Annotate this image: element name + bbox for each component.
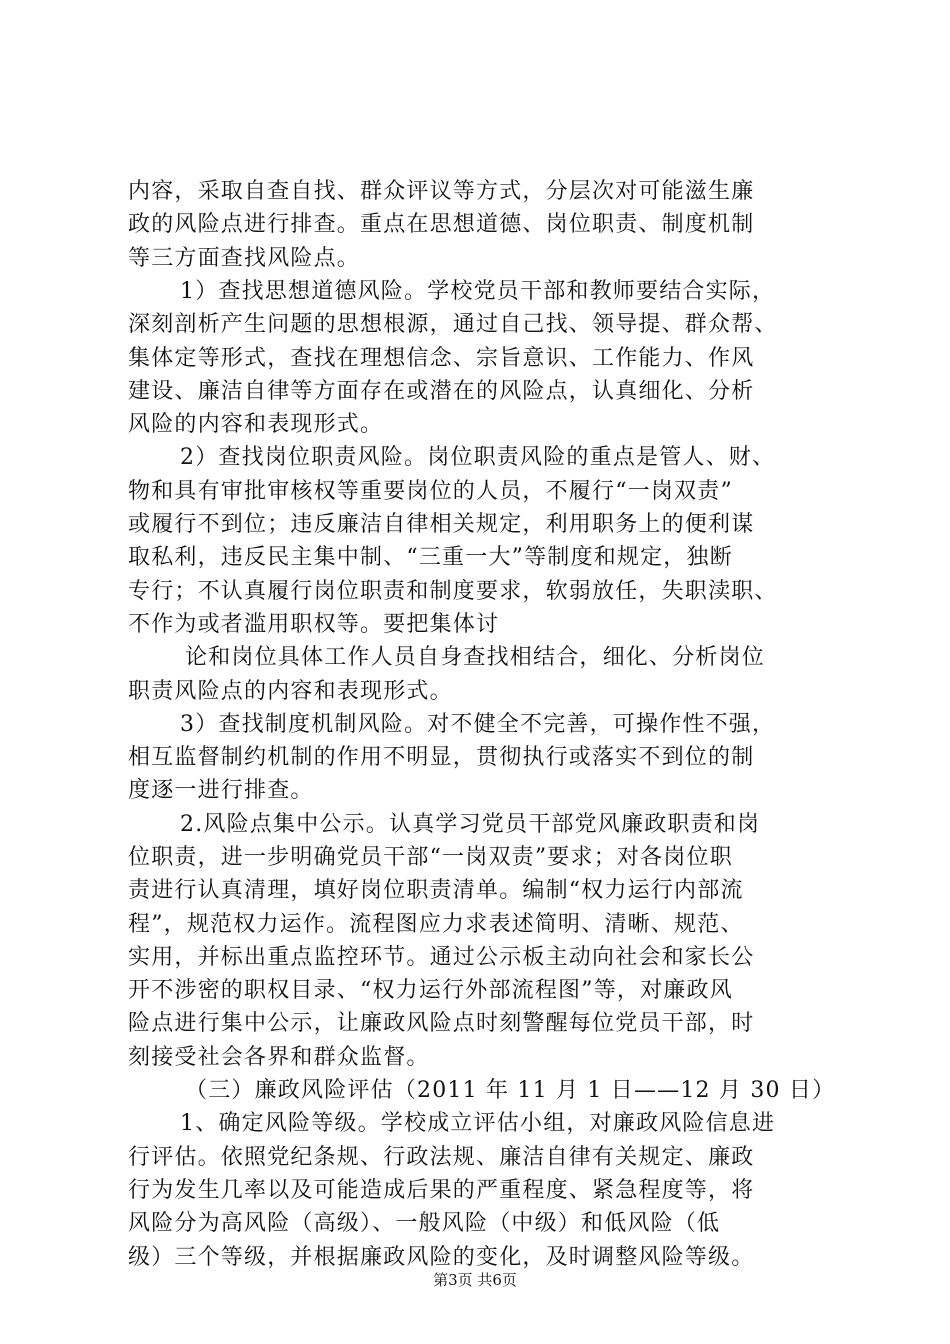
paragraph-line: 实用，并标出重点监控环节。通过公示板主动向社会和家长公 [128,945,755,970]
paragraph-line: 行为发生几率以及可能造成后果的严重程度、紧急程度等，将 [128,1178,755,1203]
paragraph-line: 取私利，违反民主集中制、“三重一大”等制度和规定，独断 [128,545,733,570]
paragraph-line: 2）查找岗位职责风险。岗位职责风险的重点是管人、财、 [180,445,776,470]
paragraph-line: 3）查找制度机制风险。对不健全不完善，可操作性不强， [180,712,776,737]
paragraph-line: 专行；不认真履行岗位职责和制度要求，软弱放任，失职渎职、 [128,579,778,604]
paragraph-line: （三）廉政风险评估（2011 年 11 月 1 日——12 月 30 日） [185,1078,836,1103]
paragraph-line: 2.风险点集中公示。认真学习党员干部党风廉政职责和岗 [180,812,761,837]
paragraph-line: 行评估。依照党纪条规、行政法规、廉洁自律有关规定、廉政 [128,1145,755,1170]
paragraph-line: 险点进行集中公示，让廉政风险点时刻警醒每位党员干部，时 [128,1011,755,1036]
paragraph-line: 责进行认真清理，填好岗位职责清单。编制“权力运行内部流 [128,878,744,903]
paragraph-line: 程”，规范权力运作。流程图应力求表述简明、清晰、规范、 [128,912,744,937]
paragraph-line: 等三方面查找风险点。 [128,246,361,271]
paragraph-line: 开不涉密的职权目录、“权力运行外部流程图”等，对廉政风 [128,978,733,1003]
paragraph-line: 位职责，进一步明确党员干部“一岗双责”要求；对各岗位职 [128,845,733,870]
paragraph-line: 刻接受社会各界和群众监督。 [128,1045,430,1070]
paragraph-line: 1）查找思想道德风险。学校党员干部和教师要结合实际， [180,279,776,304]
paragraph-line: 1、确定风险等级。学校成立评估小组，对廉政风险信息进 [180,1111,776,1136]
paragraph-line: 风险的内容和表现形式。 [128,412,384,437]
paragraph-line: 风险分为高风险（高级）、一般风险（中级）和低风险（低 [128,1211,721,1236]
paragraph-line: 深刻剖析产生问题的思想根源，通过自己找、领导提、群众帮、 [128,312,778,337]
paragraph-line: 物和具有审批审核权等重要岗位的人员，不履行“一岗双责” [128,479,733,504]
paragraph-line: 不作为或者滥用职权等。要把集体讨 [128,612,500,637]
paragraph-line: 论和岗位具体工作人员自身查找相结合，细化、分析岗位 [185,645,766,670]
paragraph-line: 度逐一进行排查。 [128,778,314,803]
paragraph-line: 政的风险点进行排查。重点在思想道德、岗位职责、制度机制 [128,212,755,237]
paragraph-line: 职责风险点的内容和表现形式。 [128,679,453,704]
paragraph-line: 级）三个等级，并根据廉政风险的变化，及时调整风险等级。 [128,1245,755,1270]
paragraph-line: 集体定等形式，查找在理想信念、宗旨意识、工作能力、作风 [128,346,755,371]
paragraph-line: 内容，采取自查自找、群众评议等方式，分层次对可能滋生廉 [128,179,755,204]
page-number-footer: 第3页 共6页 [433,1271,517,1289]
paragraph-line: 相互监督制约机制的作用不明显，贯彻执行或落实不到位的制 [128,745,755,770]
paragraph-line: 或履行不到位；违反廉洁自律相关规定，利用职务上的便利谋 [128,512,755,537]
paragraph-line: 建设、廉洁自律等方面存在或潜在的风险点，认真细化、分析 [128,379,755,404]
